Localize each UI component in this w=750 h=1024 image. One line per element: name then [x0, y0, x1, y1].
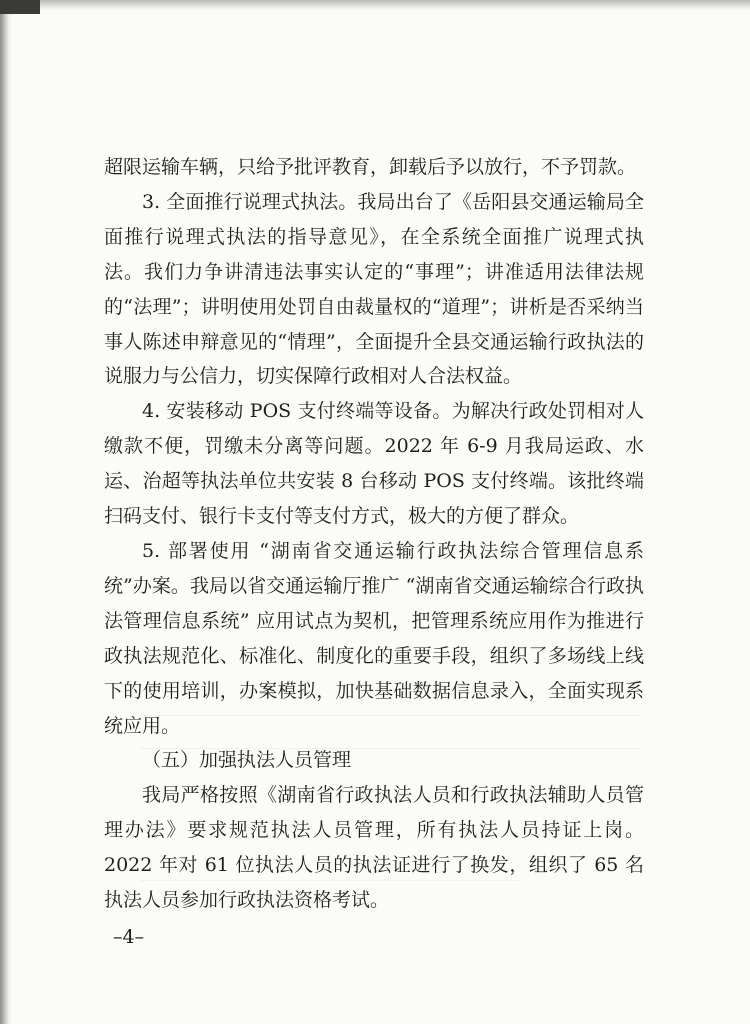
page-number: –4– [113, 926, 145, 948]
document-body [104, 150, 644, 918]
scan-edge-left [0, 0, 12, 1024]
paragraph-continuation: 超限运输车辆，只给予批评教育，卸载后予以放行，不予罚款。 [104, 156, 637, 178]
section-heading: （五）加强执法人员管理 [142, 749, 352, 772]
paragraph-item-5: 5. 部署使用 “湖南省交通运输行政执法综合管理信息系统”办案。我局以省交通运输厅推广 “湖南省交通运输综合行政执法管理信息系统” 应用试点为契机，把管理系统应用作为推进行政执法规范化、标准化、制度化的重要手段，组织了多场线上线下的使用培训，办案模拟，加快基础数据信息录入，全面实现系统应用。 [104, 539, 644, 737]
scan-edge-top [0, 0, 750, 10]
paragraph-item-4: 4. 安装移动 POS 支付终端等设备。为解决行政处罚相对人缴款不便，罚缴未分离等问题。2022 年 6-9 月我局运政、水运、治超等执法单位共安装 8 台移动 POS 支付终端。该批终端扫码支付、银行卡支付等支付方式，极大的方便了群众。 [104, 400, 644, 528]
paragraph-personnel: 我局严格按照《湖南省行政执法人员和行政执法辅助人员管理办法》要求规范执法人员管理，所有执法人员持证上岗。2022 年对 61 位执法人员的执法证进行了换发，组织了 65 名执法人员参加行政执法资格考试。 [104, 784, 644, 912]
paragraph-item-3: 3. 全面推行说理式执法。我局出台了《岳阳县交通运输局全面推行说理式执法的指导意见》，在全系统全面推广说理式执法。我们力争讲清违法事实认定的“事理”；讲准适用法律法规的“法理”；讲明使用处罚自由裁量权的“道理”；讲析是否采纳当事人陈述申辩意见的“情理”，全面提升全县交通运输行政执法的说服力与公信力，切实保障行政相对人合法权益。 [104, 190, 644, 388]
scan-corner-mark [0, 0, 40, 14]
